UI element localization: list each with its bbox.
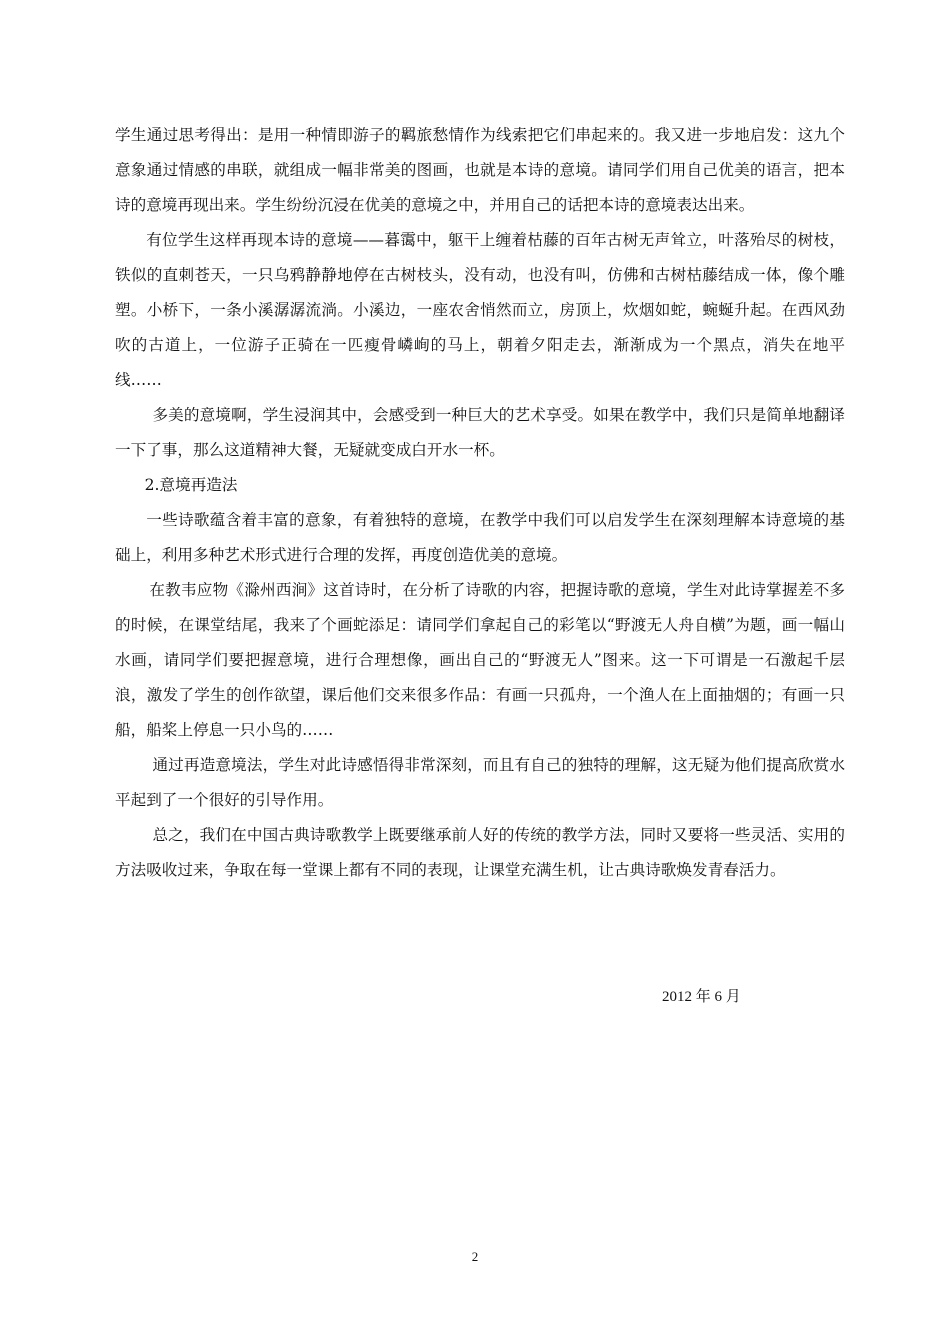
- paragraph-thinking-result: 学生通过思考得出：是用一种情即游子的羁旅愁情作为线索把它们串起来的。我又进一步地启发：这九个意象通过情感的串联，就组成一幅非常美的图画，也就是本诗的意境。请同学们用自己优美的语言，把本诗的意境再现出来。学生纷纷沉浸在优美的意境之中，并用自己的话把本诗的意境表达出来。: [115, 126, 845, 214]
- paragraph-student-imagery: 有位学生这样再现本诗的意境——暮霭中，躯干上缠着枯藤的百年古树无声耸立，叶落殆尽的树枝，铁似的直刺苍天，一只乌鸦静静地停在古树枝头，没有动，也没有叫，仿佛和古树枯藤结成一体，像个雕塑。小桥下，一条小溪潺潺流淌。小溪边，一座农舍悄然而立，房顶上，炊烟如蛇，蜿蜒升起。在西风劲吹的古道上，一位游子正骑在一匹瘦骨嶙峋的马上，朝着夕阳走去，渐渐成为一个黑点，消失在地平线……: [115, 231, 845, 389]
- document-body: [115, 118, 845, 888]
- paragraph-method-effect: 通过再造意境法，学生对此诗感悟得非常深刻，而且有自己的独特的理解，这无疑为他们提高欣赏水平起到了一个很好的引导作用。: [115, 756, 845, 809]
- paragraph-beautiful-mood: 多美的意境啊，学生浸润其中，会感受到一种巨大的艺术享受。如果在教学中，我们只是简单地翻译一下了事，那么这道精神大餐，无疑就变成白开水一杯。: [115, 406, 845, 459]
- page-number: 2: [471, 1249, 479, 1264]
- paragraph-conclusion: 总之，我们在中国古典诗歌教学上既要继承前人好的传统的教学方法，同时又要将一些灵活、实用的方法吸收过来，争取在每一堂课上都有不同的表现，让课堂充满生机，让古典诗歌焕发青春活力。: [115, 826, 845, 879]
- section-heading-recreation-method: 2.意境再造法: [144, 476, 238, 494]
- paragraph-method-intro: 一些诗歌蕴含着丰富的意象，有着独特的意境，在教学中我们可以启发学生在深刻理解本诗意境的基础上，利用多种艺术形式进行合理的发挥，再度创造优美的意境。: [115, 511, 845, 564]
- paragraph-chuzhou-example: 在教韦应物《滁州西涧》这首诗时，在分析了诗歌的内容，把握诗歌的意境，学生对此诗掌握差不多的时候，在课堂结尾，我来了个画蛇添足：请同学们拿起自己的彩笔以“野渡无人舟自横”为题，画一幅山水画，请同学们要把握意境，进行合理想像，画出自己的“野渡无人”图来。这一下可谓是一石激起千层浪，激发了学生的创作欲望，课后他们交来很多作品：有画一只孤舟，一个渔人在上面抽烟的；有画一只船，船桨上停息一只小鸟的……: [115, 581, 845, 739]
- document-date: 2012 年 6 月: [662, 989, 741, 1005]
